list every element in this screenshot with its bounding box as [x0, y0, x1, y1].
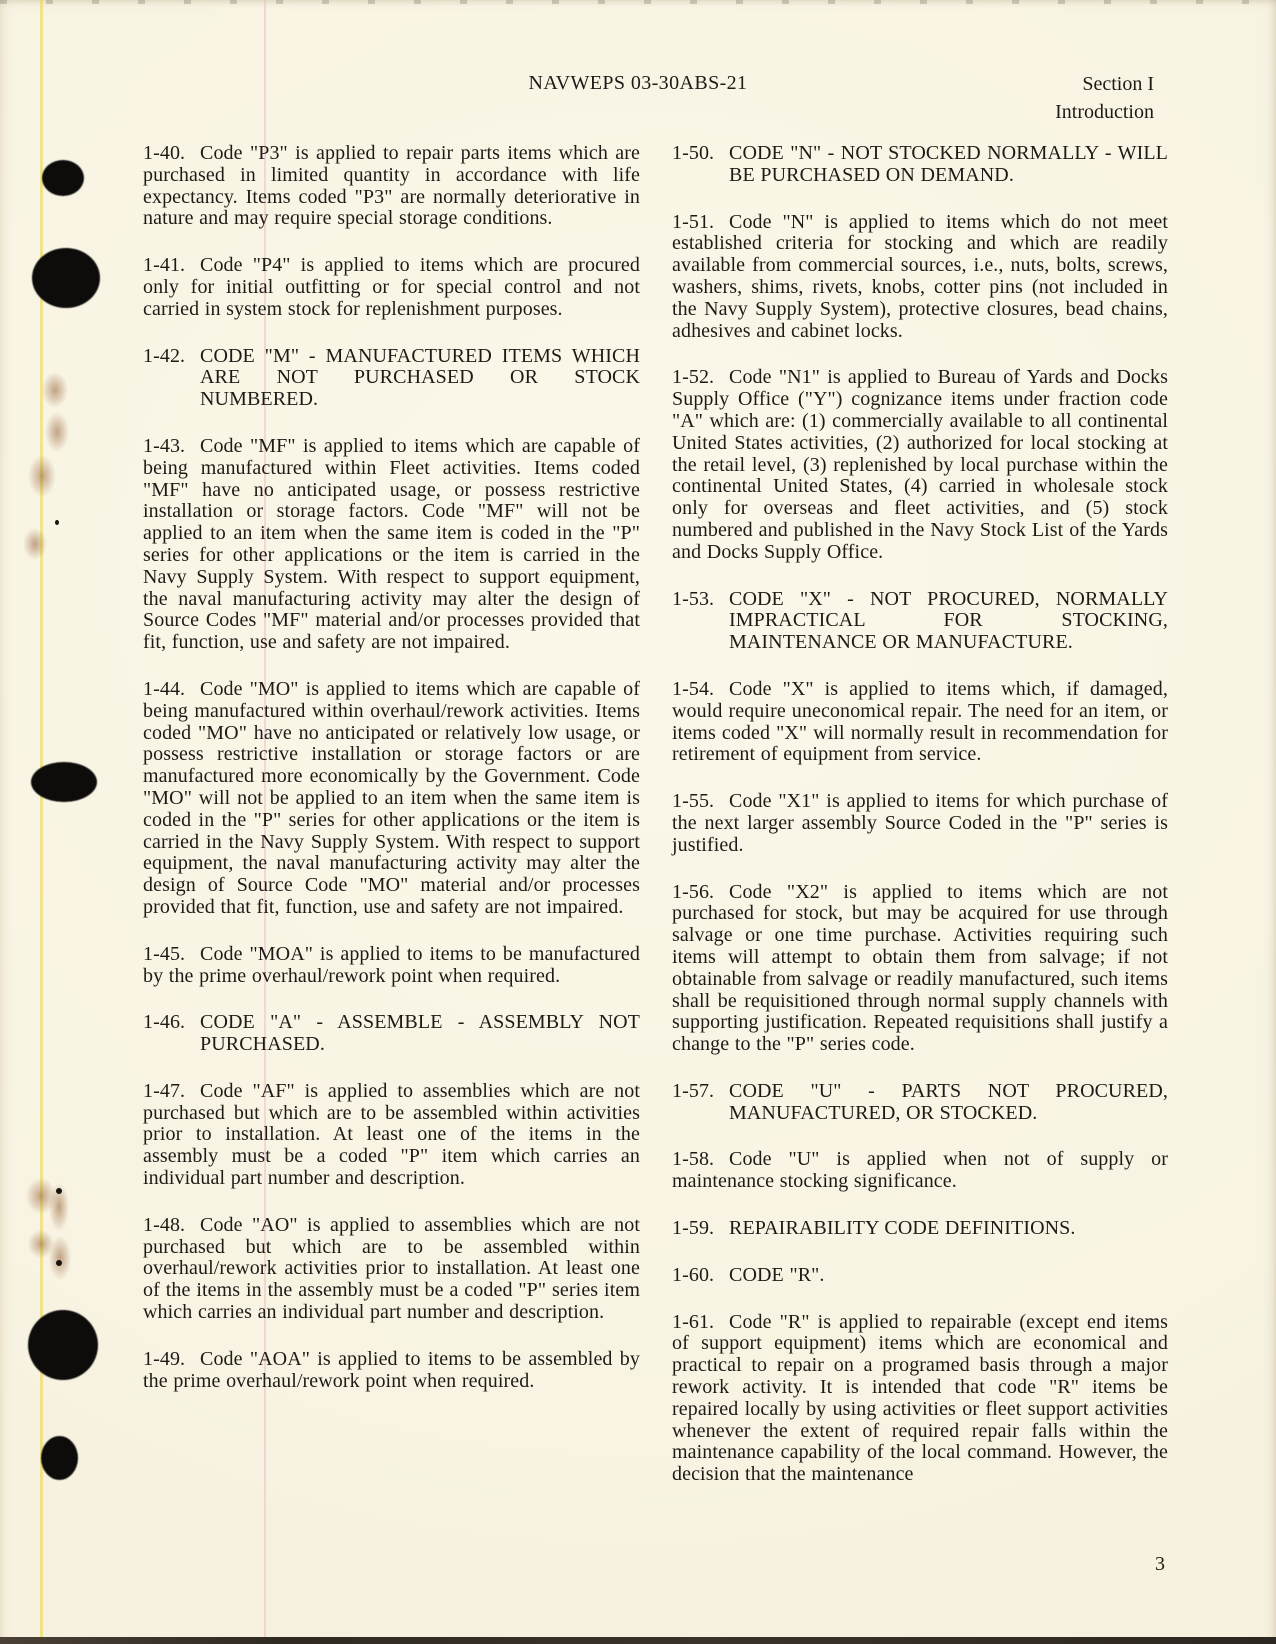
right-text-column — [672, 143, 1168, 1511]
binding-line — [40, 0, 43, 1644]
scan-edge-bottom-artifact — [0, 1637, 1276, 1644]
ink-blot — [31, 762, 97, 802]
ink-speck — [56, 1260, 62, 1266]
paragraph-1-57 — [672, 1081, 1168, 1125]
scan-edge-top-artifact — [0, 0, 1276, 4]
paragraph-text: Code "R" is applied to repairable (except end items of support equipment) items which are economical and practical to repair on a programed basis through a major rework activity. It is intended that code "R" items be repaired locally by using activities or fleet support activities whenever the extent of required repair falls within the maintenance capability of the local command. However, the decision that the maintenance — [672, 1310, 1168, 1486]
document-number-header: NAVWEPS 03-30ABS-21 — [528, 72, 748, 94]
paragraph-1-55 — [672, 791, 1168, 856]
paragraph-text: Code "X1" is applied to items for which purchase of the next larger assembly Source Coded in the "P" series is justified. — [672, 790, 1168, 856]
ink-speck — [55, 520, 59, 525]
ink-speck — [56, 1188, 62, 1194]
paragraph-number: 1-47. — [143, 1079, 186, 1102]
paragraph-number: 1-43. — [143, 434, 186, 457]
paragraph-text: CODE "U" - PARTS NOT PROCURED, MANUFACTURED, OR STOCKED. — [729, 1079, 1168, 1124]
paragraph-1-45 — [143, 944, 640, 988]
paragraph-text: Code "N1" is applied to Bureau of Yards and Docks Supply Office ("Y") cognizance items under fraction code "A" which are: (1) commercially available to all continental United States activities, (2) authorized for local stocking at the retail level, (3) replenished by local purchase within the continental United States, (4) carried in wholesale stock only for overseas and fleet activities, and (5) stock numbered and published in the Navy Stock List of the Yards and Docks Supply Office. — [672, 366, 1168, 563]
paragraph-number: 1-54. — [672, 677, 715, 700]
paragraph-text: REPAIRABILITY CODE DEFINITIONS. — [729, 1217, 1076, 1240]
paragraph-text: Code "P4" is applied to items which are procured only for initial outfitting or for special control and not carried in system stock for replenishment purposes. — [143, 254, 640, 320]
paragraph-1-41 — [143, 255, 640, 320]
page-number: 3 — [1155, 1553, 1165, 1575]
paragraph-number: 1-53. — [672, 587, 715, 610]
paragraph-text: Code "MF" is applied to items which are capable of being manufactured within Fleet activities. Items coded "MF" have no anticipated usage, or possess restrictive installation or storage factors. Code "MF" will not be applied to an item when the same item is coded in the "P" series for other applications or the item is carried in the Navy Supply System. With respect to support equipment, the naval manufacturing activity may alter the design of Source Codes "MF" material and/or processes provided that fit, function, use and safety are not impaired. — [143, 434, 640, 654]
rust-stain — [45, 412, 69, 452]
paragraph-1-59 — [672, 1218, 1168, 1240]
paragraph-number: 1-41. — [143, 254, 186, 277]
paragraph-number: 1-40. — [143, 142, 186, 164]
introduction-label: Introduction — [1055, 101, 1154, 123]
paragraph-text: CODE "X" - NOT PROCURED, NORMALLY IMPRACTICAL FOR STOCKING, MAINTENANCE OR MANUFACTURE. — [729, 587, 1168, 654]
paragraph-1-50 — [672, 143, 1168, 187]
paragraph-1-61 — [672, 1312, 1168, 1486]
paragraph-text: Code "MOA" is applied to items to be manufactured by the prime overhaul/rework point when required. — [143, 942, 640, 987]
paragraph-1-42 — [143, 346, 640, 411]
ink-blot — [42, 160, 84, 196]
paragraph-text: Code "X2" is applied to items which are not purchased for stock, but may be acquired for use through salvage or one time purchase. Activities requiring such items will attempt to obtain them from salvage; if not obtainable from salvage or readily manufactured, such items shall be requisitioned through normal supply channels with supporting justification. Repeated requisitions shall justify a change to the "P" series code. — [672, 880, 1168, 1056]
paragraph-number: 1-55. — [672, 790, 715, 813]
paragraph-1-48 — [143, 1215, 640, 1324]
paragraph-text: Code "P3" is applied to repair parts items which are purchased in limited quantity in accordance with life expectancy. Items coded "P3" are normally deteriorative in nature and may require special storage conditions. — [143, 142, 640, 230]
paragraph-1-52 — [672, 367, 1168, 563]
rust-stain — [49, 1236, 71, 1280]
paragraph-1-44 — [143, 679, 640, 919]
paragraph-1-40 — [143, 143, 640, 230]
paragraph-number: 1-44. — [143, 677, 186, 700]
paragraph-1-56 — [672, 882, 1168, 1056]
paragraph-number: 1-46. — [143, 1011, 186, 1034]
paragraph-1-51 — [672, 212, 1168, 343]
paragraph-text: CODE "M" - MANUFACTURED ITEMS WHICH ARE NOT PURCHASED OR STOCK NUMBERED. — [200, 344, 640, 411]
ink-blot — [32, 248, 100, 308]
paragraph-text: Code "N" is applied to items which do not meet established criteria for stocking and which are readily available from commercial sources, i.e., nuts, bolts, screws, washers, shims, rivets, knobs, cotter pins (not included in the Navy Supply System), protective closures, bead chains, adhesives and cabinet locks. — [672, 210, 1168, 342]
paragraph-number: 1-50. — [672, 142, 715, 164]
paragraph-number: 1-56. — [672, 880, 715, 903]
paragraph-1-49 — [143, 1349, 640, 1393]
paragraph-number: 1-51. — [672, 210, 715, 233]
paragraph-number: 1-58. — [672, 1148, 715, 1171]
paragraph-1-58 — [672, 1149, 1168, 1193]
paragraph-text: Code "AF" is applied to assemblies which are not purchased but which are to be assembled within activities prior to installation. At least one of the items in the assembly must be a coded "P" item which carries an individual part number and description. — [143, 1079, 640, 1190]
paragraph-text: CODE "A" - ASSEMBLE - ASSEMBLY NOT PURCHASED. — [200, 1011, 640, 1056]
paragraph-text: Code "AO" is applied to assemblies which are not purchased but which are to be assembled within overhaul/rework activities prior to installation. At least one of the items in the assembly must be a coded "P" series item which carries an individual part number and description. — [143, 1213, 640, 1324]
paragraph-number: 1-57. — [672, 1079, 715, 1102]
paragraph-text: Code "AOA" is applied to items to be assembled by the prime overhaul/rework point when required. — [143, 1347, 640, 1392]
rust-stain — [23, 528, 47, 560]
paragraph-1-53 — [672, 589, 1168, 654]
paragraph-text: CODE "R". — [729, 1263, 825, 1286]
left-text-column — [143, 143, 640, 1417]
rust-stain — [42, 372, 68, 408]
paragraph-1-60 — [672, 1265, 1168, 1287]
section-label: Section I — [1082, 73, 1154, 95]
section-header — [1055, 70, 1154, 126]
paragraph-text: Code "MO" is applied to items which are capable of being manufactured within overhaul/rework activities. Items coded "MO" have no anticipated or relatively low usage, or possess restrictive installation or storage factors or are manufactured more economically by the Government. Code "MO" will not be applied to an item when the same item is coded in the "P" series for other applications or the item is carried in the Navy Supply System. With respect to support equipment, the naval manufacturing activity may alter the design of Source Code "MO" material and/or processes provided that fit, function, use and safety are not impaired. — [143, 677, 640, 918]
paragraph-text: Code "X" is applied to items which, if damaged, would require uneconomical repair. The need for an item, or items coded "X" will normally result in recommendation for retirement of equipment from service. — [672, 677, 1168, 766]
paragraph-number: 1-61. — [672, 1310, 715, 1333]
paragraph-1-43 — [143, 436, 640, 654]
paragraph-text: Code "U" is applied when not of supply or maintenance stocking significance. — [672, 1148, 1168, 1193]
paragraph-number: 1-42. — [143, 344, 186, 367]
paragraph-1-46 — [143, 1012, 640, 1056]
paragraph-number: 1-60. — [672, 1263, 715, 1286]
paragraph-number: 1-59. — [672, 1217, 715, 1240]
ink-blot — [28, 1310, 98, 1380]
paragraph-number: 1-45. — [143, 942, 186, 965]
ink-blot — [41, 1436, 78, 1480]
paragraph-number: 1-49. — [143, 1347, 186, 1370]
paragraph-number: 1-52. — [672, 366, 715, 389]
paragraph-1-54 — [672, 679, 1168, 766]
paragraph-text: CODE "N" - NOT STOCKED NORMALLY - WILL BE PURCHASED ON DEMAND. — [729, 142, 1168, 186]
rust-stain — [28, 455, 56, 497]
paragraph-1-47 — [143, 1081, 640, 1190]
paragraph-number: 1-48. — [143, 1213, 186, 1236]
